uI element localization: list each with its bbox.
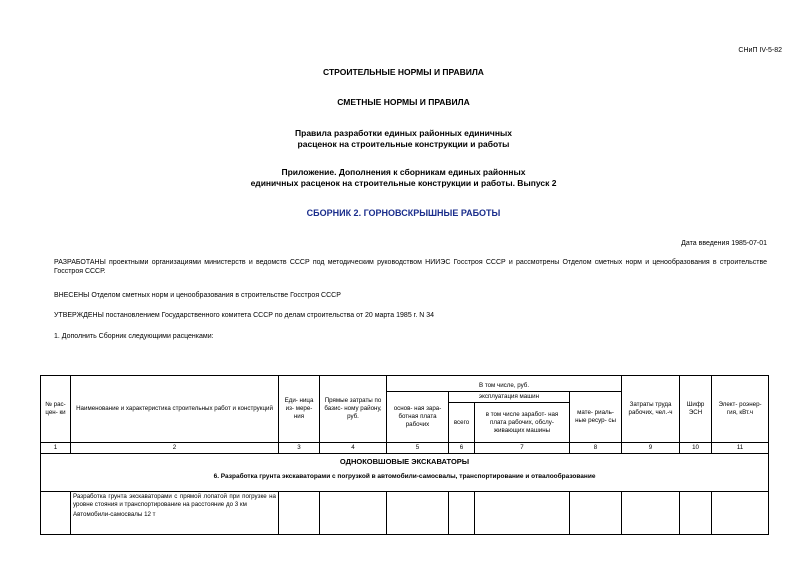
introduced-text: ВНЕСЕНЫ Отделом сметных норм и ценообразования в строительстве Госстроя СССР: [54, 292, 341, 299]
rates-table: [40, 375, 769, 535]
header-energy: Элект- роэнер- гия, кВт.ч: [712, 376, 769, 443]
developed-text: РАЗРАБОТАНЫ проектными организациями министерств и ведомств СССР под методическим руководством НИИЭС Госстроя СССР и рассмотрены Отделом сметных норм и ценообразования в строительстве Госстроя СССР.: [54, 259, 767, 275]
approved-text: УТВЕРЖДЕНЫ постановлением Государственного комитета СССР по делам строительства от 20 марта 1985 г. N 34: [54, 312, 435, 319]
heading-appendix-line1: Приложение. Дополнения к сборникам единых районных: [281, 167, 526, 177]
cell-materials: [570, 492, 622, 535]
header-num: № рас- цен- ки: [41, 376, 71, 443]
heading-appendix: [0, 167, 807, 189]
item1-paragraph: [40, 332, 767, 341]
header-unit: Еди- ница из- мере- ния: [279, 376, 320, 443]
header-direct-costs: Прямые затраты по базис- ному району, руб.: [320, 376, 387, 443]
cell-energy: [712, 492, 769, 535]
developed-paragraph: [40, 258, 767, 276]
header-including: В том числе, руб.: [387, 376, 622, 392]
section-cell: [41, 454, 769, 492]
cell-esn: [680, 492, 712, 535]
approved-paragraph: [40, 311, 767, 320]
cell-unit: [279, 492, 320, 535]
cell-num: [41, 492, 71, 535]
col-number: 1: [41, 443, 71, 454]
introduced-paragraph: [40, 291, 767, 300]
col-number: 5: [387, 443, 449, 454]
header-esn: Шифр ЭСН: [680, 376, 712, 443]
cell-labor: [622, 492, 680, 535]
column-number-row: [41, 443, 769, 454]
col-number: 3: [279, 443, 320, 454]
col-number: 2: [71, 443, 279, 454]
col-number: 10: [680, 443, 712, 454]
section-title: ОДНОКОВШОВЫЕ ЭКСКАВАТОРЫ: [339, 457, 470, 466]
collection-title: СБОРНИК 2. ГОРНОВСКРЫШНЫЕ РАБОТЫ: [306, 208, 501, 218]
document-code: СНиП IV-5-82: [738, 47, 782, 54]
col-number: 9: [622, 443, 680, 454]
cell-machine-wages: [475, 492, 570, 535]
heading-rules: [0, 128, 807, 150]
cell-name: [71, 492, 279, 535]
item1-text: 1. Дополнить Сборник следующими расценками:: [54, 333, 214, 340]
cell-wages: [387, 492, 449, 535]
heading-norms: СТРОИТЕЛЬНЫЕ НОРМЫ И ПРАВИЛА: [323, 67, 484, 77]
intro-date: Дата введения 1985-07-01: [681, 240, 767, 247]
header-materials: мате- риаль- ные ресур- сы: [570, 392, 622, 443]
heading-appendix-line2: единичных расценок на строительные конструкции и работы. Выпуск 2: [250, 178, 557, 188]
subsection-title: 6. Разработка грунта экскаваторами с погрузкой в автомобили-самосвалы, транспортирование и отвалообразование: [213, 473, 596, 480]
col-number: 6: [449, 443, 475, 454]
heading-estimate-norms: СМЕТНЫЕ НОРМЫ И ПРАВИЛА: [337, 97, 470, 107]
table-row: [41, 492, 769, 535]
col-number: 8: [570, 443, 622, 454]
heading-rules-line1: Правила разработки единых районных единичных: [295, 128, 512, 138]
cell-total: [449, 492, 475, 535]
col-number: 11: [712, 443, 769, 454]
col-number: 7: [475, 443, 570, 454]
header-wages: основ- ная зара- ботная плата рабочих: [387, 392, 449, 443]
header-machines: эксплуатация машин: [449, 392, 570, 403]
heading-rules-line2: расценок на строительные конструкции и работы: [297, 139, 510, 149]
header-machine-wages: в том числе заработ- ная плата рабочих, обслу- живающих машины: [475, 403, 570, 443]
header-labor: Затраты труда рабочих, чел.-ч: [622, 376, 680, 443]
section-row: [41, 454, 769, 492]
row-description: Разработка грунта экскаваторами с прямой лопатой при погрузке на уровне стояния и транспортирование на расстояние до 3 км: [73, 493, 276, 508]
row-subitem: Автомобили-самосвалы 12 т: [73, 511, 156, 518]
header-total: всего: [449, 403, 475, 443]
header-name: Наименование и характеристика строительных работ и конструкций: [71, 376, 279, 443]
col-number: 4: [320, 443, 387, 454]
cell-direct: [320, 492, 387, 535]
